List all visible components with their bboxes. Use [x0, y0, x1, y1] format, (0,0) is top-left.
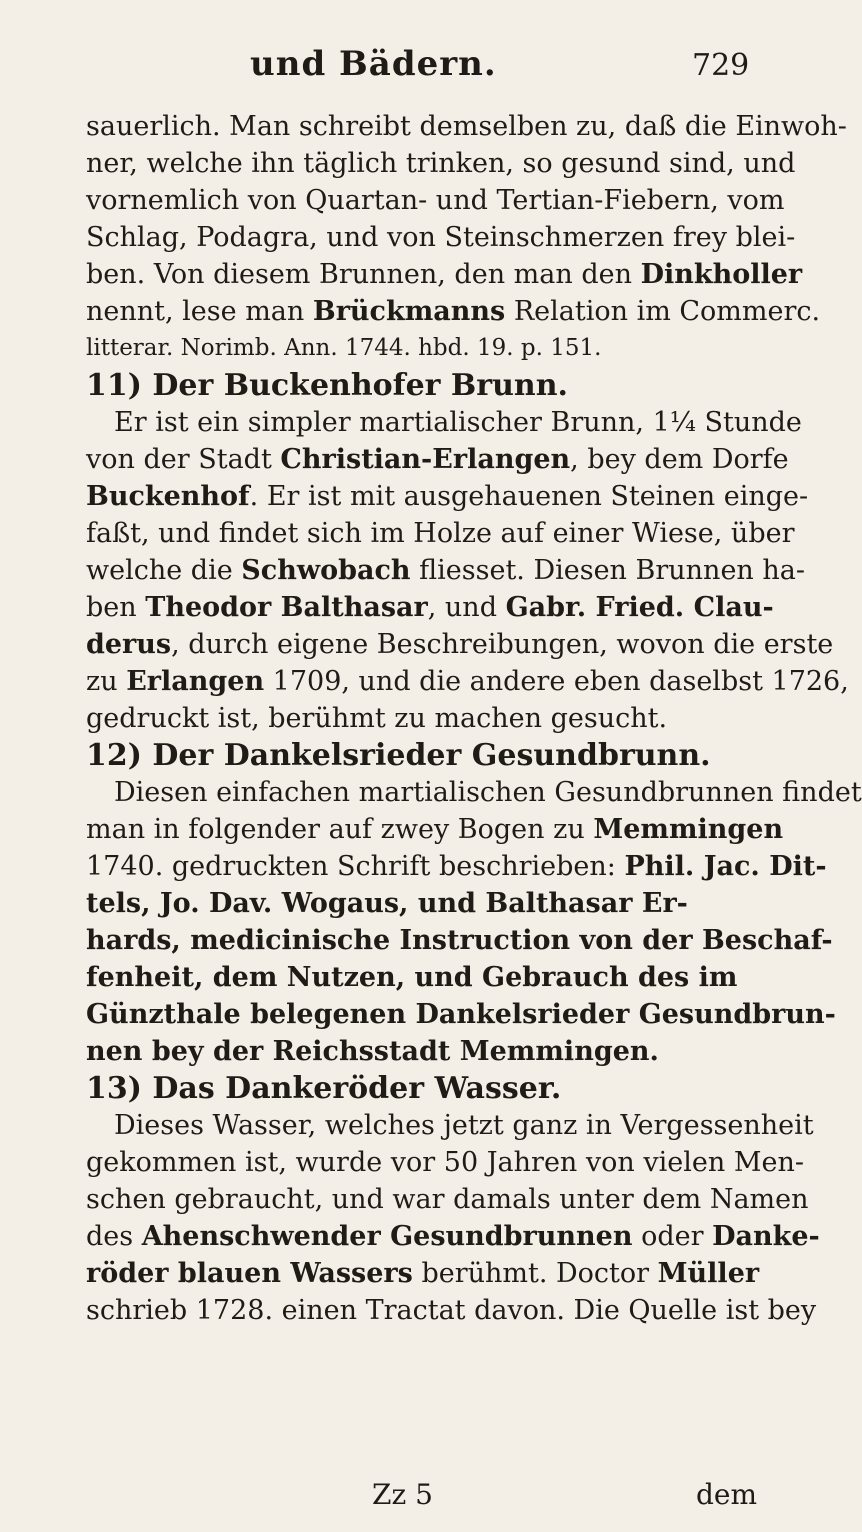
emphasized-text: Phil. Jac. Dit-	[624, 851, 827, 882]
emphasized-text: tels, Jo. Dav. Wogaus, und Balthasar Er-	[86, 888, 688, 919]
text-line	[86, 922, 833, 959]
emphasized-text: Theodor Balthasar	[145, 592, 428, 623]
emphasized-text: hards, medicinische Instruction von der Beschaf-	[86, 925, 833, 956]
text-run: , und	[427, 592, 506, 623]
text-run: faßt, und findet sich im Holze auf einer Wiese, über	[86, 518, 795, 549]
text-run: zu	[86, 666, 127, 697]
text-run: 1740. gedruckten Schrift beschrieben:	[86, 851, 625, 882]
text-run: des	[86, 1221, 142, 1252]
text-run: 11) Der Buckenhofer Brunn.	[86, 368, 568, 403]
text-run: vornemlich von Quartan- und Tertian-Fiebern, vom	[86, 185, 785, 216]
text-line	[86, 1292, 817, 1329]
text-run: fliesset. Diesen Brunnen ha-	[410, 555, 805, 586]
text-run: schen gebraucht, und war damals unter dem Namen	[86, 1184, 809, 1215]
text-run: man in folgender auf zwey Bogen zu	[86, 814, 594, 845]
emphasized-text: Dinkholler	[640, 259, 803, 290]
signature-mark: Zz 5	[372, 1478, 433, 1511]
page-number: 729	[692, 48, 750, 83]
text-line	[86, 996, 836, 1033]
text-run: ben	[86, 592, 146, 623]
text-line	[86, 478, 809, 515]
text-line	[86, 626, 834, 663]
text-line	[86, 663, 849, 700]
text-run: oder	[632, 1221, 713, 1252]
emphasized-text: fenheit, dem Nutzen, und Gebrauch des im	[86, 962, 738, 993]
text-run: 12) Der Dankelsrieder Gesundbrunn.	[86, 738, 711, 773]
text-line	[86, 885, 766, 922]
text-run: , durch eigene Beschreibungen, wovon die erste	[171, 629, 834, 660]
emphasized-text: derus	[86, 629, 172, 660]
emphasized-text: Danke-	[712, 1221, 820, 1252]
text-run: Er ist ein simpler martialischer Brunn, 1¼ Stunde	[114, 407, 802, 438]
text-run: sauerlich. Man schreibt demselben zu, daß die Einwoh-	[86, 111, 847, 142]
text-line	[86, 330, 766, 367]
section-heading	[86, 1070, 766, 1107]
text-run: Relation im Commerc.	[505, 296, 821, 327]
text-run: welche die	[86, 555, 242, 586]
text-line	[86, 700, 766, 737]
text-line	[86, 515, 795, 552]
text-line	[86, 1218, 820, 1255]
text-run: gekommen ist, wurde vor 50 Jahren von vielen Men-	[86, 1147, 804, 1178]
text-line	[86, 1255, 766, 1292]
text-line	[86, 108, 847, 145]
text-line	[86, 404, 802, 441]
emphasized-text: Schwobach	[241, 555, 411, 586]
text-line	[86, 1181, 809, 1218]
text-line	[86, 219, 796, 256]
text-line	[86, 552, 805, 589]
text-run: 13) Das Dankeröder Wasser.	[86, 1071, 562, 1106]
text-run: nennt, lese man	[86, 296, 313, 327]
text-line	[86, 293, 821, 330]
text-run: litterar. Norimb. Ann. 1744. hbd. 19. p. 151.	[86, 335, 602, 361]
text-line	[86, 145, 796, 182]
emphasized-text: Buckenhof	[86, 481, 250, 512]
section-heading	[86, 367, 766, 404]
text-line	[86, 256, 803, 293]
page-footer	[0, 1478, 801, 1518]
text-line	[86, 441, 789, 478]
text-line	[86, 1107, 814, 1144]
text-run: ben. Von diesem Brunnen, den man den	[86, 259, 641, 290]
emphasized-text: Erlangen	[126, 666, 265, 697]
text-run: 1709, und die andere eben daselbst 1726,	[264, 666, 849, 697]
text-run: berühmt. Doctor	[412, 1258, 658, 1289]
emphasized-text: Gabr. Fried. Clau-	[505, 592, 774, 623]
text-run: Schlag, Podagra, und von Steinschmerzen frey blei-	[86, 222, 796, 253]
text-run: Dieses Wasser, welches jetzt ganz in Vergessenheit	[114, 1110, 814, 1141]
text-line	[86, 589, 774, 626]
text-line	[86, 1144, 804, 1181]
text-line	[86, 1033, 766, 1070]
text-line	[86, 182, 785, 219]
text-run: von der Stadt	[86, 444, 281, 475]
text-line	[86, 774, 862, 811]
emphasized-text: nen bey der Reichsstadt Memmingen.	[86, 1036, 659, 1067]
emphasized-text: Christian-Erlangen	[280, 444, 571, 475]
text-run: . Er ist mit ausgehauenen Steinen einge-	[249, 481, 809, 512]
text-line	[86, 811, 784, 848]
emphasized-text: röder blauen Wassers	[86, 1258, 413, 1289]
emphasized-text: Günzthale belegenen Dankelsrieder Gesundbrun-	[86, 999, 836, 1030]
text-run: gedruckt ist, berühmt zu machen gesucht.	[86, 703, 668, 734]
emphasized-text: Müller	[657, 1258, 760, 1289]
running-title: und Bädern.	[250, 44, 497, 84]
emphasized-text: Brückmanns	[312, 296, 506, 327]
emphasized-text: Memmingen	[593, 814, 784, 845]
running-head	[0, 44, 801, 100]
text-line	[86, 959, 766, 996]
text-run: ner, welche ihn täglich trinken, so gesund sind, und	[86, 148, 796, 179]
body-text	[86, 108, 862, 1329]
text-line	[86, 848, 827, 885]
section-heading	[86, 737, 766, 774]
text-run: Diesen einfachen martialischen Gesundbrunnen findet	[114, 777, 862, 808]
catchword: dem	[696, 1478, 758, 1511]
emphasized-text: Ahenschwender Gesundbrunnen	[141, 1221, 633, 1252]
text-run: , bey dem Dorfe	[570, 444, 789, 475]
text-run: schrieb 1728. einen Tractat davon. Die Quelle ist bey	[86, 1295, 817, 1326]
